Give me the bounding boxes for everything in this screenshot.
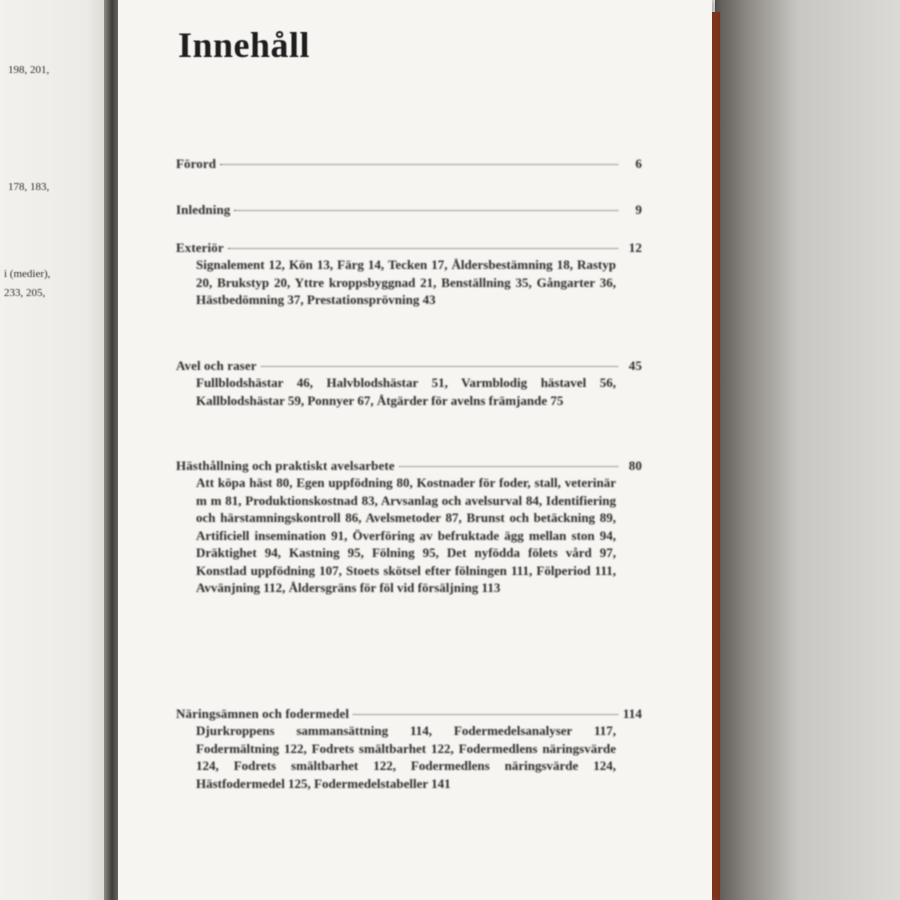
toc-entry bbox=[176, 358, 642, 409]
toc-entry-subsections: Fullblodshästar 46, Halvblodshästar 51, Varmblodig hästavel 56, Kallblodshästar 59, Ponnyer 67, Åtgärder för avelns främjande 75 bbox=[196, 375, 616, 408]
toc-entry bbox=[176, 458, 642, 597]
toc-entry-heading bbox=[176, 358, 642, 374]
toc-entry-title: Exteriör bbox=[176, 240, 224, 255]
toc-entry-page: 80 bbox=[628, 458, 642, 473]
left-page-fragment: i (medier), bbox=[4, 268, 51, 280]
left-page bbox=[0, 0, 108, 900]
left-page-fragment: 233, 205, bbox=[4, 287, 46, 299]
toc-entry-page: 12 bbox=[628, 240, 642, 255]
toc-entry-heading bbox=[176, 156, 642, 172]
toc-entry-page: 114 bbox=[622, 706, 642, 721]
dot-leader bbox=[399, 466, 618, 467]
toc-entry-heading bbox=[176, 458, 642, 474]
left-page-fragment: 198, 201, bbox=[8, 64, 50, 76]
dot-leader bbox=[220, 164, 618, 165]
toc-entry-heading bbox=[176, 202, 642, 218]
toc-entry bbox=[176, 706, 642, 792]
toc-entry-page: 6 bbox=[635, 156, 642, 171]
toc-entry-subsections: Signalement 12, Kön 13, Färg 14, Tecken 17, Åldersbestämning 18, Rastyp 20, Brukstyp 20, Yttre kroppsbyggnad 21, Benställning 35, Gångarter 36, Hästbedömning 37, Prestationsprövning 43 bbox=[196, 257, 616, 307]
toc-entry-title: Hästhållning och praktiskt avelsarbete bbox=[176, 458, 395, 473]
toc-entry-title: Näringsämnen och fodermedel bbox=[176, 706, 350, 721]
toc-entry-subsections: Att köpa häst 80, Egen uppfödning 80, Kostnader för foder, stall, veterinär m m 81, Produktionskostnad 83, Arvsanlag och avelsurval 84, Identifiering och härstamningskontroll 86, Avelsmetoder 87, Brunst och betäckning 89, Artificiell insemination 91, Överföring av befruktade ägg mellan ston 94, Dräktighet 94, Kastning 95, Fölning 95, Det nyfödda fölets vård 97, Konstlad uppfödning 107, Stoets skötsel efter fölningen 111, Fölperiod 111, Avvänjning 112, Åldersgräns för föl vid försäljning 113 bbox=[196, 475, 616, 595]
toc-entry-heading bbox=[176, 240, 642, 256]
right-page bbox=[118, 0, 712, 900]
toc-entry-title: Förord bbox=[176, 156, 217, 171]
toc-entry bbox=[176, 240, 642, 309]
page-title: Innehåll bbox=[178, 25, 311, 65]
toc-entry-title: Avel och raser bbox=[176, 358, 257, 373]
dot-leader bbox=[234, 210, 618, 211]
toc-entry-heading bbox=[176, 706, 642, 722]
left-page-fragment: 178, 183, bbox=[8, 181, 50, 193]
toc-entry bbox=[176, 202, 642, 218]
dot-leader bbox=[261, 366, 618, 367]
toc-entry bbox=[176, 156, 642, 172]
dot-leader bbox=[353, 714, 618, 715]
toc-entry-title: Inledning bbox=[176, 202, 231, 217]
toc-entry-page: 45 bbox=[628, 358, 642, 373]
toc-entry-page: 9 bbox=[635, 202, 642, 217]
dot-leader bbox=[228, 248, 618, 249]
toc-entry-subsections: Djurkroppens sammansättning 114, Fodermedelsanalyser 117, Fodermältning 122, Fodrets smältbarhet 122, Fodermedlens näringsvärde 124, Fodrets smältbarhet 122, Fodermedlens näringsvärde 124, Hästfodermedel 125, Fodermedelstabeller 141 bbox=[196, 723, 616, 791]
background-surface bbox=[715, 0, 900, 900]
